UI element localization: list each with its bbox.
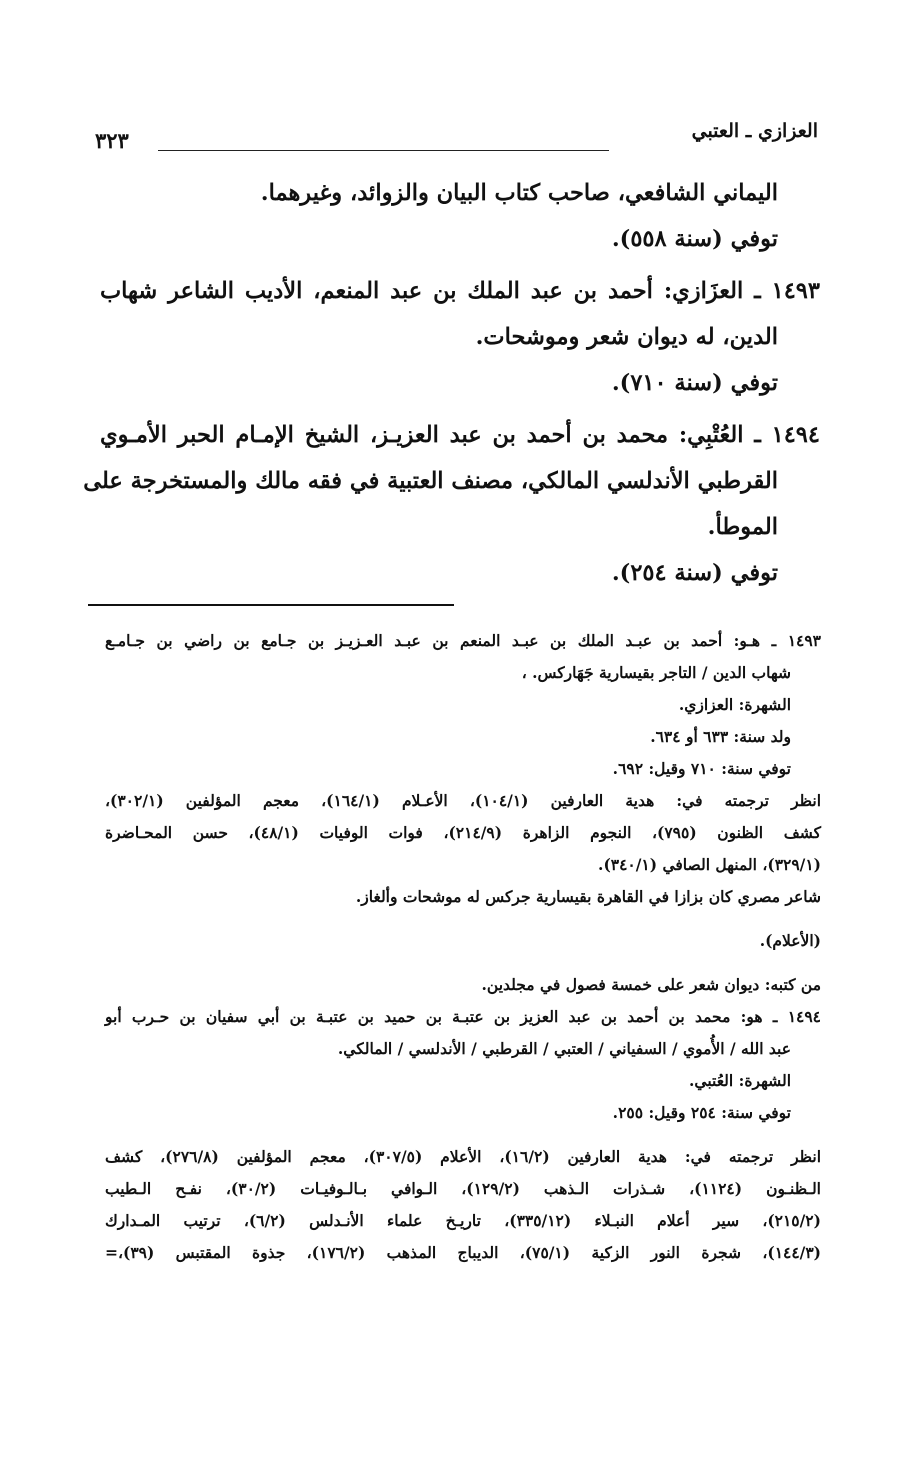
page-number: ٣٢٣: [95, 128, 129, 153]
note-1494-line-3: الشهرة: العُتبي.: [689, 1071, 791, 1090]
note-1493-line-6: انظر ترجمته في: هدية العارفين (١٠٤/١)، الأعـلام (١٦٤/١)، معجم المؤلفين (٣٠٢/١)،: [105, 791, 822, 810]
entry-1493-number: ١٤٩٣ ـ: [754, 278, 820, 304]
entry-1493-line-3: توفي (سنة ٧١٠).: [611, 370, 778, 396]
note-1493-line-7: كشف الظنون (٧٩٥)، النجوم الزاهرة (٢١٤/٩)، فوات الوفيات (٤٨/١)، حسن المحـاضرة: [105, 823, 821, 842]
entry-1493-text: أحمد بن عبد الملك بن عبد المنعم، الأديب الشاعر شهاب: [100, 278, 653, 304]
note-1493-line-9: شاعر مصري كان بزازا في القاهرة بقيسارية جركس له موشحات وألغاز.: [355, 887, 821, 906]
footnotes: [105, 625, 821, 1269]
note-1494-line-7: (٢١٥/٢)، سير أعلام النبـلاء (٣٣٥/١٢)، تاريـخ علماء الأنـدلس (٦/٢)، ترتيب المـدارك: [105, 1211, 821, 1230]
note-1493-line-11: من كتبه: ديوان شعر على خمسة فصول في مجلدين.: [481, 975, 821, 994]
note-1494-line-5: انظر ترجمته في: هدية العارفين (١٦/٢)، الأعلام (٣٠٧/٥)، معجم المؤلفين (٢٧٦/٨)، كشف: [105, 1147, 822, 1166]
entry-1494-line-4: توفي (سنة ٢٥٤).: [611, 560, 778, 586]
entry-1494-line-1: [100, 412, 820, 458]
note-1493-line-4: ولد سنة: ٦٣٣ أو ٦٣٤.: [650, 727, 791, 746]
entry-1494-text: محمد بن أحمد بن عبد العزيـز، الشيخ الإمـام الحبر الأمـوي: [100, 422, 669, 448]
running-header-title: العزازي ـ العتبي: [691, 120, 818, 142]
main-text: [83, 170, 820, 596]
note-1493-line-10: (الأعلام).: [759, 931, 821, 950]
continuation-line-2: توفي (سنة ٥٥٨).: [611, 226, 778, 252]
note-1494-line-1: ١٤٩٤ ـ هو: محمد بن أحمد بن عبد العزيز بن عتبـة بن حميد بن عتبـة بن أبي سفيان بن حـرب أبو: [105, 1007, 821, 1026]
note-1493-line-5: توفي سنة: ٧١٠ وقيل: ٦٩٢.: [612, 759, 791, 778]
entry-1494-number: ١٤٩٤ ـ: [754, 422, 820, 448]
entry-1493-name: العزَازي:: [663, 278, 744, 304]
note-1493-line-2: شهاب الدين / التاجر بقيسارية جَهَاركس. ،: [521, 663, 791, 682]
entry-1493-line-1: [100, 268, 820, 314]
footnote-separator: [88, 604, 454, 606]
note-1494-line-2: عبد الله / الأُموي / السفياني / العتبي / القرطبي / الأندلسي / المالكي.: [337, 1039, 791, 1058]
note-1493-line-3: الشهرة: العزازي.: [678, 695, 791, 714]
note-1494-line-8: (١٤٤/٣)، شجرة النور الزكية (٧٥/١)، الديباج المذهب (١٧٦/٢)، جذوة المقتبس (٣٩)،=: [105, 1243, 821, 1262]
entry-1494-line-2: القرطبي الأندلسي المالكي، مصنف العتبية في فقه مالك والمستخرجة على: [83, 468, 778, 494]
note-1494-line-6: الـظنـون (١١٢٤)، شـذرات الـذهب (١٢٩/٢)، الـوافي بـالـوفيـات (٣٠/٢)، نفـح الـطيب: [105, 1179, 821, 1198]
continuation-line-1: اليماني الشافعي، صاحب كتاب البيان والزوائد، وغيرهما.: [260, 180, 778, 206]
entry-1493-line-2: الدين، له ديوان شعر وموشحات.: [475, 324, 778, 350]
note-1493-line-8: (٣٢٩/١)، المنهل الصافي (٣٤٠/١).: [598, 855, 821, 874]
note-1493-line-1: ١٤٩٣ ـ هـو: أحمد بن عبـد الملك بن عبـد المنعم بن عبـد العـزيـز بن جـامع بن راضي بن جـامـع: [105, 631, 821, 650]
note-1494-line-4: توفي سنة: ٢٥٤ وقيل: ٢٥٥.: [612, 1103, 791, 1122]
entry-1494-line-3: الموطأ.: [707, 514, 778, 540]
header-rule: [158, 150, 609, 151]
entry-1494-name: العُتْبِي:: [678, 422, 744, 448]
